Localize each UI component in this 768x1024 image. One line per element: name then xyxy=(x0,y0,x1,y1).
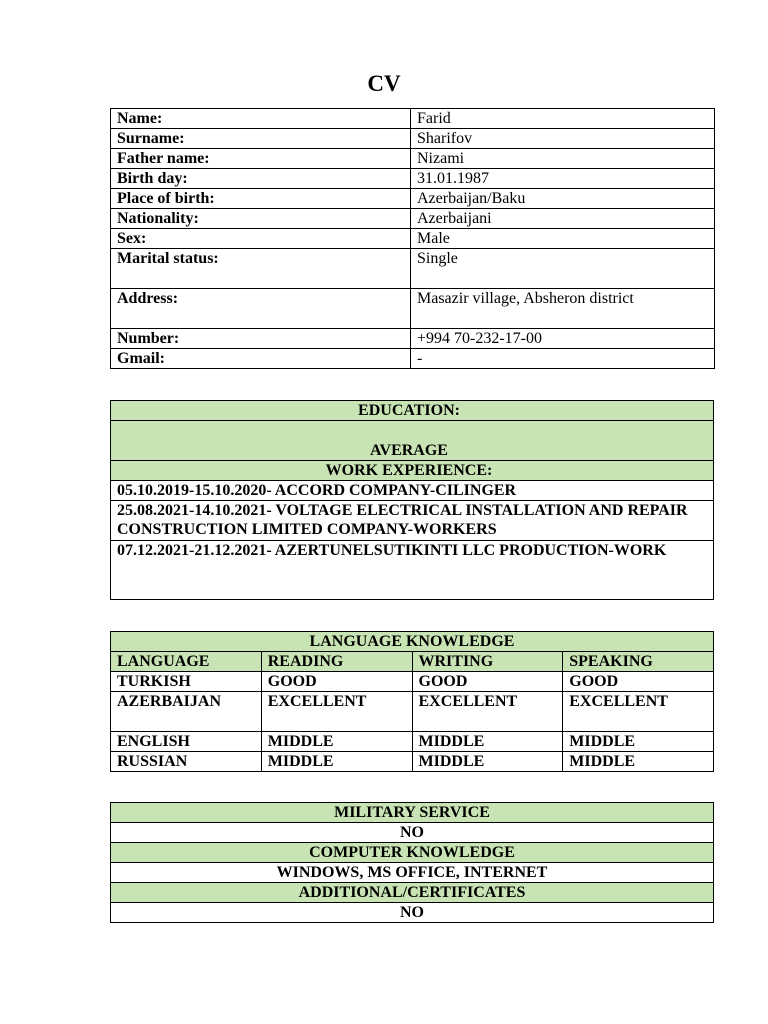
table-header-row xyxy=(111,652,714,672)
table-cell: GOOD xyxy=(261,672,412,692)
table-row xyxy=(111,843,714,863)
military-value: NO xyxy=(111,823,714,843)
table-row xyxy=(111,169,715,189)
table-row xyxy=(111,903,714,923)
table-cell: MIDDLE xyxy=(563,732,714,752)
father-name-label: Father name: xyxy=(111,149,411,169)
work-entry: 05.10.2019-15.10.2020- ACCORD COMPANY-CILINGER xyxy=(111,481,714,501)
table-cell: EXCELLENT xyxy=(261,692,412,732)
table-cell: MIDDLE xyxy=(412,752,563,772)
document-title: CV xyxy=(367,71,401,96)
table-row xyxy=(111,501,714,541)
nationality-value: Azerbaijani xyxy=(411,209,715,229)
table-row xyxy=(111,632,714,652)
column-header: WRITING xyxy=(412,652,563,672)
table-row xyxy=(111,732,714,752)
table-row xyxy=(111,149,715,169)
table-row xyxy=(111,109,715,129)
table-row xyxy=(111,672,714,692)
table-cell: MIDDLE xyxy=(261,732,412,752)
additional-header: ADDITIONAL/CERTIFICATES xyxy=(111,883,714,903)
table-row xyxy=(111,692,714,732)
marital-status-label: Marital status: xyxy=(111,249,411,289)
sex-value: Male xyxy=(411,229,715,249)
table-cell: TURKISH xyxy=(111,672,262,692)
education-value: AVERAGE xyxy=(111,421,714,461)
work-entry: 07.12.2021-21.12.2021- AZERTUNELSUTIKINTI LLC PRODUCTION-WORK xyxy=(111,541,714,600)
father-name-value: Nizami xyxy=(411,149,715,169)
table-row xyxy=(111,803,714,823)
table-row xyxy=(111,209,715,229)
nationality-label: Nationality: xyxy=(111,209,411,229)
work-experience-header: WORK EXPERIENCE: xyxy=(111,461,714,481)
table-row xyxy=(111,823,714,843)
table-row xyxy=(111,421,714,461)
table-row xyxy=(111,329,715,349)
table-row xyxy=(111,883,714,903)
table-row xyxy=(111,349,715,369)
table-row xyxy=(111,229,715,249)
table-row xyxy=(111,752,714,772)
table-row xyxy=(111,189,715,209)
table-row xyxy=(111,401,714,421)
military-header: MILITARY SERVICE xyxy=(111,803,714,823)
place-of-birth-value: Azerbaijan/Baku xyxy=(411,189,715,209)
table-cell: RUSSIAN xyxy=(111,752,262,772)
birth-day-label: Birth day: xyxy=(111,169,411,189)
table-row xyxy=(111,249,715,289)
table-cell: EXCELLENT xyxy=(412,692,563,732)
language-header: LANGUAGE KNOWLEDGE xyxy=(111,632,714,652)
language-table xyxy=(110,631,714,772)
table-cell: GOOD xyxy=(563,672,714,692)
table-cell: EXCELLENT xyxy=(563,692,714,732)
address-value: Masazir village, Absheron district xyxy=(411,289,715,329)
column-header: READING xyxy=(261,652,412,672)
education-header: EDUCATION: xyxy=(111,401,714,421)
work-entry: 25.08.2021-14.10.2021- VOLTAGE ELECTRICAL INSTALLATION AND REPAIR CONSTRUCTION LIMITED COMPANY-WORKERS xyxy=(111,501,714,541)
computer-value: WINDOWS, MS OFFICE, INTERNET xyxy=(111,863,714,883)
education-work-table xyxy=(110,400,714,600)
table-cell: ENGLISH xyxy=(111,732,262,752)
military-computer-table xyxy=(110,802,714,923)
gmail-value: - xyxy=(411,349,715,369)
table-row xyxy=(111,863,714,883)
name-value: Farid xyxy=(411,109,715,129)
table-row xyxy=(111,461,714,481)
sex-label: Sex: xyxy=(111,229,411,249)
marital-status-value: Single xyxy=(411,249,715,289)
computer-header: COMPUTER KNOWLEDGE xyxy=(111,843,714,863)
table-cell: AZERBAIJAN xyxy=(111,692,262,732)
table-cell: MIDDLE xyxy=(412,732,563,752)
birth-day-value: 31.01.1987 xyxy=(411,169,715,189)
gmail-label: Gmail: xyxy=(111,349,411,369)
surname-label: Surname: xyxy=(111,129,411,149)
table-row xyxy=(111,289,715,329)
table-row xyxy=(111,481,714,501)
table-row xyxy=(111,541,714,600)
name-label: Name: xyxy=(111,109,411,129)
place-of-birth-label: Place of birth: xyxy=(111,189,411,209)
additional-value: NO xyxy=(111,903,714,923)
address-label: Address: xyxy=(111,289,411,329)
personal-info-table xyxy=(110,108,715,369)
column-header: LANGUAGE xyxy=(111,652,262,672)
table-cell: MIDDLE xyxy=(261,752,412,772)
table-row xyxy=(111,129,715,149)
table-cell: GOOD xyxy=(412,672,563,692)
table-cell: MIDDLE xyxy=(563,752,714,772)
column-header: SPEAKING xyxy=(563,652,714,672)
surname-value: Sharifov xyxy=(411,129,715,149)
number-value: +994 70-232-17-00 xyxy=(411,329,715,349)
number-label: Number: xyxy=(111,329,411,349)
